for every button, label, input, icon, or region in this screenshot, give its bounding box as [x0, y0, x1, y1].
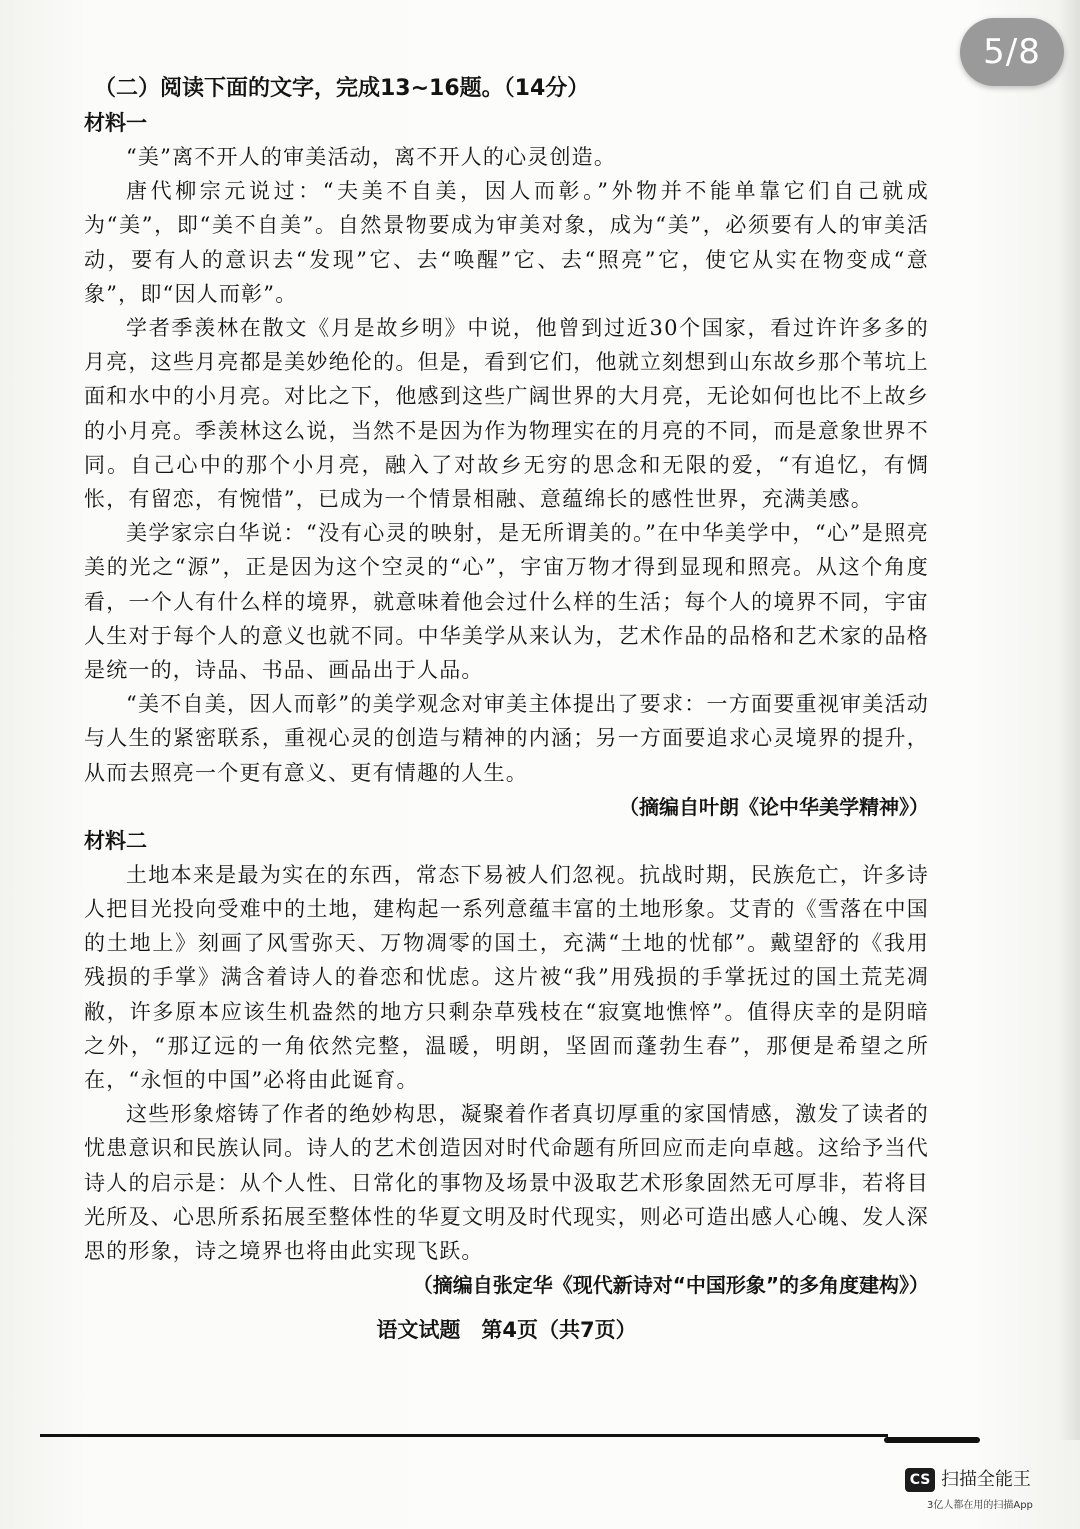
bottom-divider	[40, 1434, 888, 1437]
material-one-paragraph: “美”离不开人的审美活动，离不开人的心灵创造。	[126, 145, 617, 169]
material-one-source: （摘编自叶朗《论中华美学精神》）	[619, 794, 929, 819]
page-counter-badge: 5/8	[960, 18, 1064, 86]
material-two-paragraph: 这些形象熔铸了作者的绝妙构思，凝聚着作者真切厚重的家国情感，激发了读者的忧患意识和民族认同。诗人的艺术创造因对时代命题有所回应而走向卓越。这给予当代诗人的启示是：从个人性、日常化的事物及场景中汲取艺术形象固然无可厚非，若将目光所及、心思所系拓展至整体性的华夏文明及时代现实，则必可造出感人心魄、发人深思的形象，诗之境界也将由此实现飞跃。	[84, 1102, 929, 1264]
material-one-paragraph: “美不自美，因人而彰”的美学观念对审美主体提出了要求：一方面要重视审美活动与人生的紧密联系，重视心灵的创造与精神的内涵；另一方面要追求心灵境界的提升，从而去照亮一个更有意义、更有情趣的人生。	[84, 692, 929, 785]
scanner-watermark	[905, 1466, 1065, 1522]
material-two-source: （摘编自张定华《现代新诗对“中国形象”的多角度建构》）	[412, 1273, 929, 1298]
material-two-title: 材料二	[84, 828, 147, 853]
scanner-tagline: 3亿人都在用的扫描App	[927, 1500, 1033, 1511]
material-one-paragraph: 美学家宗白华说：“没有心灵的映射，是无所谓美的。”在中华美学中，“心”是照亮美的光之“源”，正是因为这个空灵的“心”，宇宙万物才得到显现和照亮。从这个角度看，一个人有什么样的境界，就意味着他会过什么样的生活；每个人的境界不同，宇宙人生对于每个人的意义也就不同。中华美学从来认为，艺术作品的品格和艺术家的品格是统一的，诗品、书品、画品出于人品。	[84, 521, 929, 683]
scanner-app-name: 扫描全能王	[941, 1469, 1031, 1490]
section-heading: （二）阅读下面的文字，完成13~16题。（14分）	[94, 76, 590, 101]
bottom-divider-end	[884, 1437, 980, 1443]
page-edge-shadow	[1058, 0, 1080, 1440]
page-footer: 语文试题 第4页（共7页）	[376, 1318, 637, 1343]
material-one-paragraph: 学者季羡林在散文《月是故乡明》中说，他曾到过近30个国家，看过许许多多的月亮，这些月亮都是美妙绝伦的。但是，看到它们，他就立刻想到山东故乡那个苇坑上面和水中的小月亮。对比之下，他感到这些广阔世界的大月亮，无论如何也比不上故乡的小月亮。季羡林这么说，当然不是因为作为物理实在的月亮的不同，而是意象世界不同。自己心中的那个小月亮，融入了对故乡无穷的思念和无限的爱，“有追忆，有惆怅，有留恋，有惋惜”，已成为一个情景相融、意蕴绵长的感性世界，充满美感。	[84, 316, 929, 512]
material-two-paragraph: 土地本来是最为实在的东西，常态下易被人们忽视。抗战时期，民族危亡，许多诗人把目光投向受难中的土地，建构起一系列意蕴丰富的土地形象。艾青的《雪落在中国的土地上》刻画了风雪弥天、万物凋零的国土，充满“土地的忧郁”。戴望舒的《我用残损的手掌》满含着诗人的眷恋和忧虑。这片被“我”用残损的手掌抚过的国土荒芜凋敝，许多原本应该生机盎然的地方只剩杂草残枝在“寂寞地憔悴”。值得庆幸的是阴暗之外，“那辽远的一角依然完整，温暖，明朗，坚固而蓬勃生春”，那便是希望之所在，“永恒的中国”必将由此诞育。	[84, 862, 929, 1093]
camscanner-logo-icon: CS	[905, 1468, 935, 1492]
material-one-title: 材料一	[84, 111, 147, 135]
material-one-paragraph: 唐代柳宗元说过：“夫美不自美，因人而彰。”外物并不能单靠它们自己就成为“美”，即“美不自美”。自然景物要成为审美对象，成为“美”，必须要有人的审美活动，要有人的意识去“发现”它、去“唤醒”它、去“照亮”它，使它从实在物变成“意象”，即“因人而彰”。	[84, 179, 929, 306]
exam-content	[84, 72, 929, 1348]
